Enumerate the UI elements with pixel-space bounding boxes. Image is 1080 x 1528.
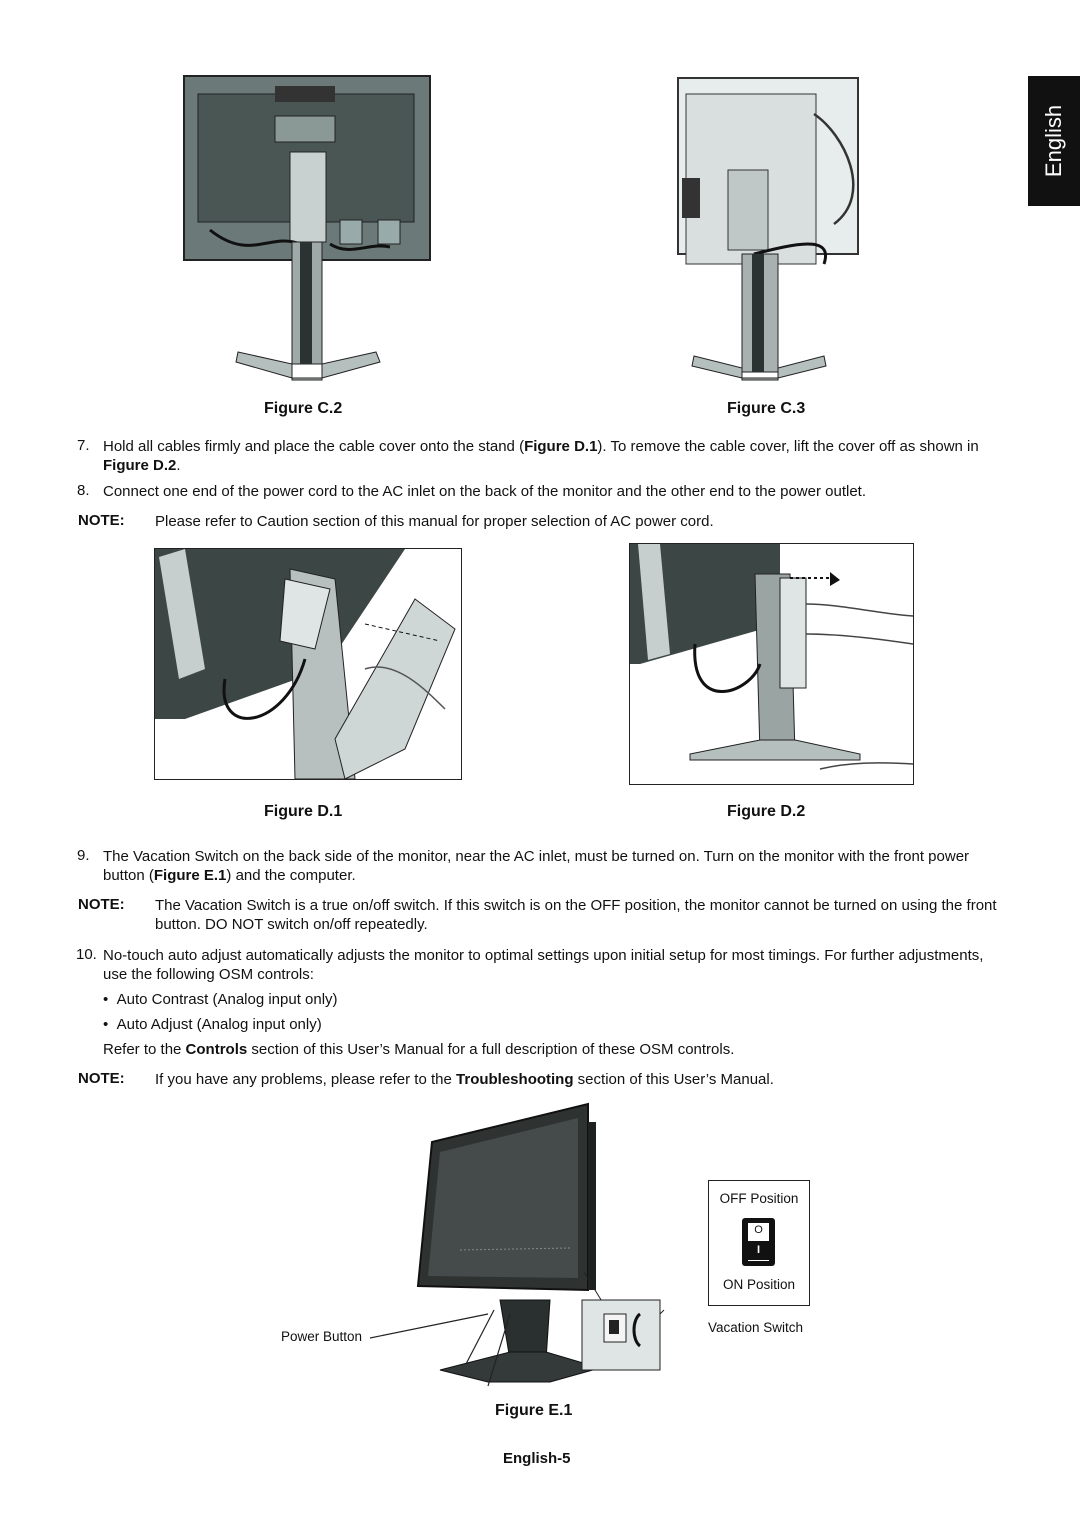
step-8-text: Connect one end of the power cord to the AC inlet on the back of the monitor and the other end to the power outlet. (103, 483, 867, 500)
figure-d1-illustration (155, 549, 461, 779)
note-1-label: NOTE: (78, 512, 125, 529)
note-1-text: Please refer to Caution section of this manual for proper selection of AC power cord. (155, 513, 714, 530)
language-tab (1028, 76, 1080, 206)
figure-d1-caption: Figure D.1 (264, 803, 343, 820)
off-position-label: OFF Position (719, 1191, 799, 1206)
figure-d2-illustration (630, 544, 913, 784)
note-2-text: The Vacation Switch is a true on/off switch. If this switch is on the OFF position, the monitor cannot be turned on using the front button. DO NOT switch on/off repeatedly. (155, 897, 997, 933)
language-tab-label: English (1041, 104, 1066, 178)
switch-o-mark: O (754, 1224, 763, 1236)
figure-e1-caption: Figure E.1 (495, 1402, 573, 1419)
figure-d2-frame (629, 543, 914, 785)
step-9-number: 9. (77, 847, 90, 864)
switch-i-mark: I (748, 1241, 769, 1260)
figure-e1-illustration (370, 1100, 670, 1395)
step-7-text: Hold all cables firmly and place the cable cover onto the stand (Figure D.1). To remove the cable cover, lift the cover off as shown in Figure D.2. (103, 438, 979, 474)
rocker-switch-icon (742, 1218, 775, 1266)
step-8-number: 8. (77, 482, 90, 499)
bullet-item: • Auto Contrast (Analog input only) (103, 991, 338, 1008)
page-number: English-5 (503, 1450, 571, 1467)
step-10-number: 10. (76, 946, 97, 963)
step-7-number: 7. (77, 437, 90, 454)
figure-c3-illustration (674, 74, 874, 384)
switch-position-box (708, 1180, 810, 1306)
on-position-label: ON Position (722, 1277, 796, 1292)
troubleshooting-reference: Troubleshooting (456, 1071, 574, 1088)
figure-d1-frame (154, 548, 462, 780)
step-10-text: No-touch auto adjust automatically adjusts the monitor to optimal settings upon initial setup for most timings. For further adjustments, use the following OSM controls: (103, 947, 984, 983)
figure-d1-reference: Figure D.1 (524, 438, 598, 455)
figure-d2-caption: Figure D.2 (727, 803, 806, 820)
note-2-label: NOTE: (78, 896, 125, 913)
power-button-label: Power Button (281, 1329, 363, 1344)
figure-d2-reference: Figure D.2 (103, 457, 177, 474)
figure-c2-illustration (180, 72, 435, 384)
bullet-item: • Auto Adjust (Analog input only) (103, 1016, 322, 1033)
figure-c2-caption: Figure C.2 (264, 400, 343, 417)
figure-e1-reference: Figure E.1 (153, 867, 227, 884)
controls-reference: Controls (185, 1041, 248, 1058)
refer-controls-text: Refer to the Controls section of this User’s Manual for a full description of these OSM controls. (103, 1041, 735, 1058)
note-3-label: NOTE: (78, 1070, 125, 1087)
note-3-text: If you have any problems, please refer to the Troubleshooting section of this User’s Manual. (155, 1071, 774, 1088)
figure-c3-caption: Figure C.3 (727, 400, 806, 417)
vacation-switch-label: Vacation Switch (708, 1320, 804, 1335)
step-9-text: The Vacation Switch on the back side of the monitor, near the AC inlet, must be turned on. Turn on the monitor with the front power button (Figure E.1) and the computer. (103, 848, 970, 884)
